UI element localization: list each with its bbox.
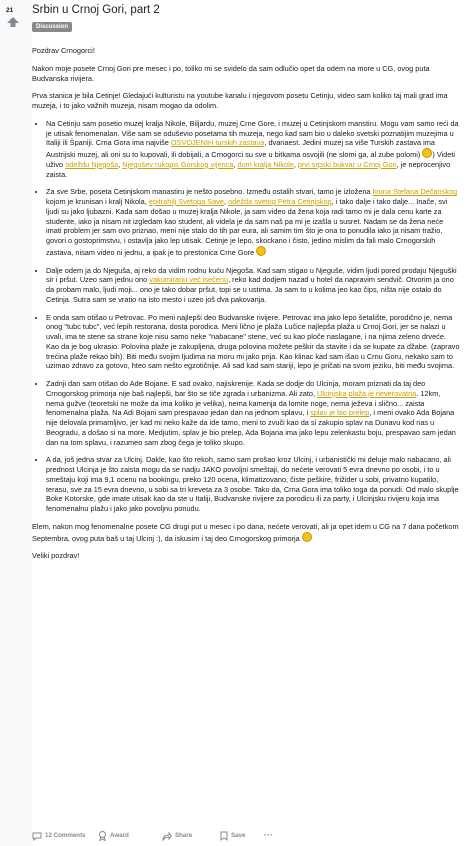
award-button[interactable]: Award — [98, 829, 129, 843]
action-bar — [32, 829, 462, 843]
list-item-ada-bojana: • Zadnji dan sam otišao do Ade Bojane. E sad ovako, najiskrenije. Kada se dodje do Ulcinja, moram priznati da taj deo Crnogorskog primorja nije baš najlepši, bar što se tiče zgrada i urbanizma. Ali zato, Ulcinjska plaža je neverovatna. 12km, nema gužve (teoretski ne može da ima koliko je velika), nema kamenja da lomite noge, nema ježeva i slično... zaista fenomenalna plaža. Na Adi Bojani sam prespavao jedan dan na jednom splavu, i splav je bio prelep, i meni ovako Ada Bojana nije delovala primamljivo, jer kad mi neko kaže da ide tamo, meni to zvuči kao da si zakupio splav na Dunavu kod nas u Beogradu, a došao si na more. Medjutim, splav je bio prelep, Ada Bojana ima jako lepu zelenkastu boju, prespavao sam jedan dan na tom splavu, i razumeo sam zbog čega je toliko skupo. — [46, 379, 460, 447]
link-king-nikola-home[interactable]: dom kralja Nikole — [237, 159, 294, 169]
emoji-icon — [422, 148, 432, 158]
paragraph-greeting: Pozdrav Crnogorci! — [32, 46, 95, 55]
list-item-njegusi: • Dalje odem ja do Njeguša, aj reko da vidim rodnu kuću Njegoša. Kad sam stigao u Njeguše, vidim ljudi pored prodaju Njeguški sir i pršut. Uzeo sam jednu ono vakumiranu već isečenu, reko kad dodjem nazad u hotel da napravim sendvič. Otvorim ja ono da probam malo, ljudi moji... ono je tako dobar pršut, topi se u ustima. Ja sam to u kolima jeo kao čips, ništa nije ostalo do Cetinja. Sutra sam se vratio na isto mesto i uzeo još dva pakovanja. — [46, 266, 460, 305]
link-petar-cetinjski[interactable]: odežda svetog Petra Cetinjskog — [228, 197, 332, 206]
paragraph-cetinje-intro: Prva stanica je bila Cetinje! Gledajući kulturistu na youtube kanalu i njegovom posetu Cetinju, video sam koliko taj mali grad ima muzeja, i to jako važnih muzeja, nisam mogao da odolim. — [32, 91, 448, 110]
link-turkish-flags[interactable]: OSVOJENIH turskih zastava — [170, 138, 265, 148]
paragraph-signoff: Veliki pozdrav! — [32, 551, 80, 561]
paragraph-closing: Elem, nakon mog fenomenalne posete CG drugi put u mesec i po dana, nećete verovati, ali ja opet idem u CG na 7 dana početkom Septembra, ovog puta baš u taj Ulcinj :), da iskusim i taj deo Crnogorskog primorja — [32, 521, 459, 543]
save-button[interactable]: Save — [220, 829, 245, 843]
award-icon — [98, 831, 107, 841]
share-button[interactable]: Share — [162, 829, 192, 843]
comment-icon — [32, 832, 42, 841]
link-raft[interactable]: splav je bio prelep — [310, 408, 370, 418]
link-njegos-robe[interactable]: odeždu Njegoša — [65, 159, 119, 169]
share-icon — [162, 832, 172, 841]
list-item-cetinje-museums: • Na Cetinju sam posetio muzej kralja Nikole, Biljardu, muzej Crne Gore, i muzej u Cetinjskom manstiru. Mogu vam samo reći da je utisak fenomenalan. Više sam se oduševio posetama tih muzeja, nego kad sam bio u daleko svetski poznatijim muzejima u Italiji ili Španiji. Crna Gora ima najviše OSVOJENIH turskih zastava, dvanaest. Jedini muzej sa više Turskih zastava ima Austrijski muzej, ali oni su to kupovali, ili dobijali, a Crnogorci su sve u bitkama osvojili (ne slomi ga, al zube polomi) ) Videti uživo odeždu Njegoša, Njegošev rukopis Gorskog vijenca, dom kralja Nikole, prvi srpski bukvar u Crnoj Gori, je neprocenjivo zaista. — [46, 119, 460, 180]
vote-score: 21 — [6, 7, 14, 14]
post-title[interactable]: Srbin u Crnoj Gori, part 2 — [32, 4, 160, 16]
link-crown-decanski[interactable]: kruna Stefana Dečanskog — [372, 187, 458, 197]
vote-column — [0, 0, 32, 846]
more-options-icon[interactable]: ··· — [264, 830, 273, 840]
list-item-ulcinj: • A da, još jedna stvar za Ulcinj. Dakle, kao što rekoh, samo sam prošao kroz Ulcinj, i urbanistički mi deluje malo nabacano, ali prednost Ulcinja je što zaista mogu da se nadju JAKO povoljni smeštaji, do nećete verovati 5 evra dnevno po osobi, i to u smeštaju koji ima 9,1 ocenu na bookingu, preko 120 ocena, klimatizovano, čiste peškire, frižider u sobi, privatno kupatilo, terasu, sve za 15 evra dnevno, u sobi sa tri kreveta za 3 osobe. Tako da, Crna Gora ima toliko toga da ponudi. Od malo skuplje Boke Kotorske, gde imate utisak kao da ste u Italiji, Budvanske rivijere za porodicu ili za party, i Ulcinjsku rivijeru koja ima fenomenalnu plažu i jako jako povoljnu ponudu. — [46, 455, 460, 514]
flair-badge[interactable]: Discussion — [32, 22, 72, 32]
link-epitrahilj[interactable]: epitrahilj Svetoga Save — [148, 197, 224, 206]
bookmark-icon — [220, 831, 228, 841]
link-prosciutto[interactable]: vakumiranu već isečenu — [149, 275, 229, 285]
upvote-icon[interactable] — [7, 17, 19, 27]
link-gorski-vijenac[interactable]: Njegošev rukopis Gorskog vijenca — [122, 159, 234, 169]
link-ulcinj-beach[interactable]: Ulcinjska plaža je neverovatna — [317, 388, 417, 398]
post-body — [32, 46, 460, 569]
list-item-petrovac: • E onda sam otišao u Petrovac. Po meni najlepši deo Budvanske rivijere. Petrovac ima jako lepo šetalište, porodično je, nema onog "tubc tubc", već lepih restorana, dosta porodica. Meni lično je plaža Lučice najlepša plaža u Crnoj Gori, jer se nalazi u uvali, ima te stene sa strane koje nisu samo neke "nabacane" stene, već su kao pločе naslagane, i na njima zeleno drveće. Kao da je bog ukrasio. Polovina plaže je zakupljena, druga polovina možete peškir da stavite i da se kupate za džabe. (zapravo trećina plaže rekao bih). Biti među svojim ljudima na moru mi jako prija. Kao klinac kad sam išao u Crnu Goru, nekako sam to uzimao zdravo za gotovo, hteo sam nešto egzotičnije. Ali sad kad sam stariji, lepo je pričati na svom jeziku, biti među svojima. — [46, 313, 460, 372]
paragraph-intro: Nakon moje posete Crnoj Gori pre mesec i po, toliko mi se svidelo da sam odlučio opet da odem na more u CG, ovog puta Budvanska rivijera. — [32, 63, 430, 83]
emoji-icon — [302, 532, 312, 542]
emoji-icon — [256, 246, 266, 256]
bullet-list — [32, 119, 460, 514]
comments-button[interactable]: 12 Comments — [32, 829, 86, 843]
link-first-bukvar[interactable]: prvi srpski bukvar u Crnoj Gori — [297, 159, 397, 169]
list-item-monastery: • Za sve Srbe, poseta Cetinjskom manastiru je nešto posebno. Između ostalih stvari, tamo je izložena kruna Stefana Dečanskog kojom je krunisan i kralj Nikola, epitrahilj Svetoga Save, odežda svetog Petra Cetinjskog, i tako dalje i tako dalje... Inače, svi ljudi su jako ljubazni. Kada sam došao u muzej kralja Nikole, ja sam video da žena koja radi tamo mi je dala cenu karte za studente, iako ja nisam nit izgledam kao student, ali videla je da sam naš pa mi je izašla u susret. Nadam se da žena neće imati problem jer sam ovo priznao, meni nije stalo do tih par eura, ali samim tim što je ona to ponudila iako ja nisam tražio, govori o gostoprimstvu, i ostavlja jako lep utisak. Cetinje je lepo, skockano i čisto, jedino mislim da fali malo Crnogorskih zastava, nisam video ni jednu, a ipak je to prestonica Crne Gore — [46, 187, 460, 257]
